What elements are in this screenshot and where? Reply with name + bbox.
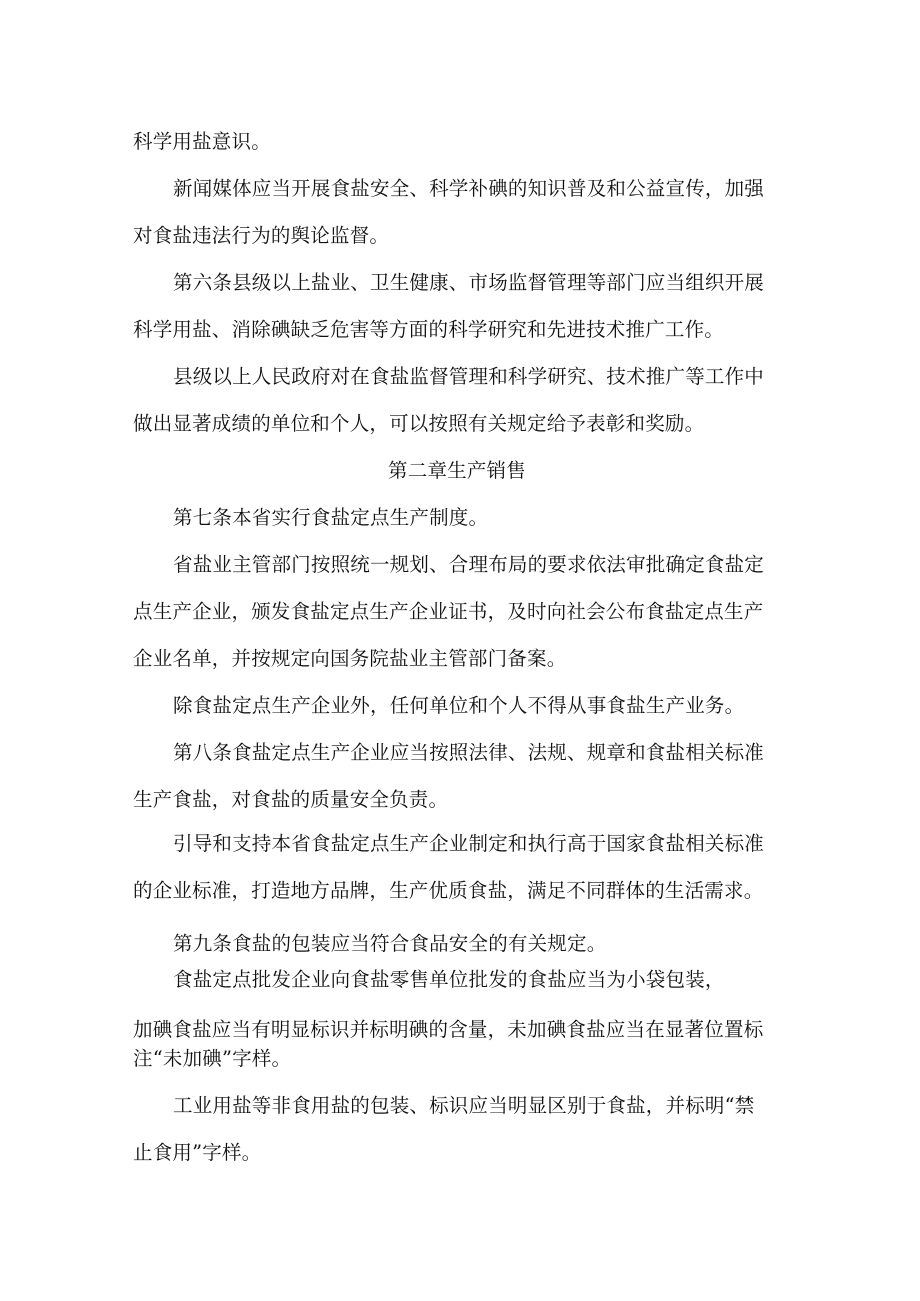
paragraph-article-9 (133, 929, 781, 958)
paragraph-article-6 (133, 259, 781, 353)
text-line: 科学用盐、消除碘缺乏危害等方面的科学研究和先进技术推广工作。 (133, 318, 725, 341)
text-line: 的企业标准，打造地方品牌，生产优质食盐，满足不同群体的生活需求。 (133, 879, 764, 902)
paragraph-1 (133, 165, 781, 259)
text-line: 新闻媒体应当开展食盐安全、科学补碘的知识普及和公益宣传，加强 (173, 177, 765, 200)
paragraph-11 (133, 1015, 781, 1073)
text-line: 企业名单，并按规定向国务院盐业主管部门备案。 (133, 647, 567, 670)
text-line: 生产食盐，对食盐的质量安全负责。 (133, 788, 449, 811)
text-line: 食盐定点批发企业向食盐零售单位批发的食盐应当为小袋包装， (173, 968, 725, 991)
text-line: 第七条本省实行食盐定点生产制度。 (173, 506, 489, 529)
text-line: 第六条县级以上盐业、卫生健康、市场监督管理等部门应当组织开展 (173, 271, 765, 294)
text-line: 加碘食盐应当有明显标识并标明碘的含量，未加碘食盐应当在显著位置标 (133, 1018, 764, 1041)
text-line: 引导和支持本省食盐定点生产企业制定和执行高于国家食盐相关标准 (173, 832, 765, 855)
chapter-heading: 第二章生产销售 (388, 459, 526, 482)
paragraph-3 (133, 353, 781, 447)
text-line: 注“未加碘”字样。 (133, 1047, 292, 1070)
paragraph-6 (133, 682, 781, 729)
paragraph-article-7 (133, 494, 781, 541)
text-line: 除食盐定点生产企业外，任何单位和个人不得从事食盐生产业务。 (173, 694, 745, 717)
text-line: 对食盐违法行为的舆论监督。 (133, 224, 390, 247)
text-line: 工业用盐等非食用盐的包装、标识应当明显区别于食盐，并标明“禁 (173, 1094, 755, 1117)
paragraph-10 (133, 965, 781, 994)
text-line: 点生产企业，颁发食盐定点生产企业证书，及时向社会公布食盐定点生产 (133, 600, 764, 623)
paragraph-12 (133, 1082, 781, 1176)
text-line: 做出显著成绩的单位和个人，可以按照有关规定给予表彰和奖励。 (133, 412, 705, 435)
text-line: 第九条食盐的包装应当符合食品安全的有关规定。 (173, 932, 607, 955)
text-line: 第八条食盐定点生产企业应当按照法律、法规、规章和食盐相关标准 (173, 741, 765, 764)
text-line: 县级以上人民政府对在食盐监督管理和科学研究、技术推广等工作中 (173, 365, 765, 388)
paragraph-5 (133, 541, 781, 682)
text-line: 止食用”字样。 (133, 1141, 262, 1164)
paragraph-article-8 (133, 729, 781, 823)
text-line: 省盐业主管部门按照统一规划、合理布局的要求依法审批确定食盐定 (173, 553, 765, 576)
paragraph-0 (133, 118, 781, 165)
paragraph-8 (133, 820, 781, 914)
text-line: 科学用盐意识。 (133, 130, 271, 153)
